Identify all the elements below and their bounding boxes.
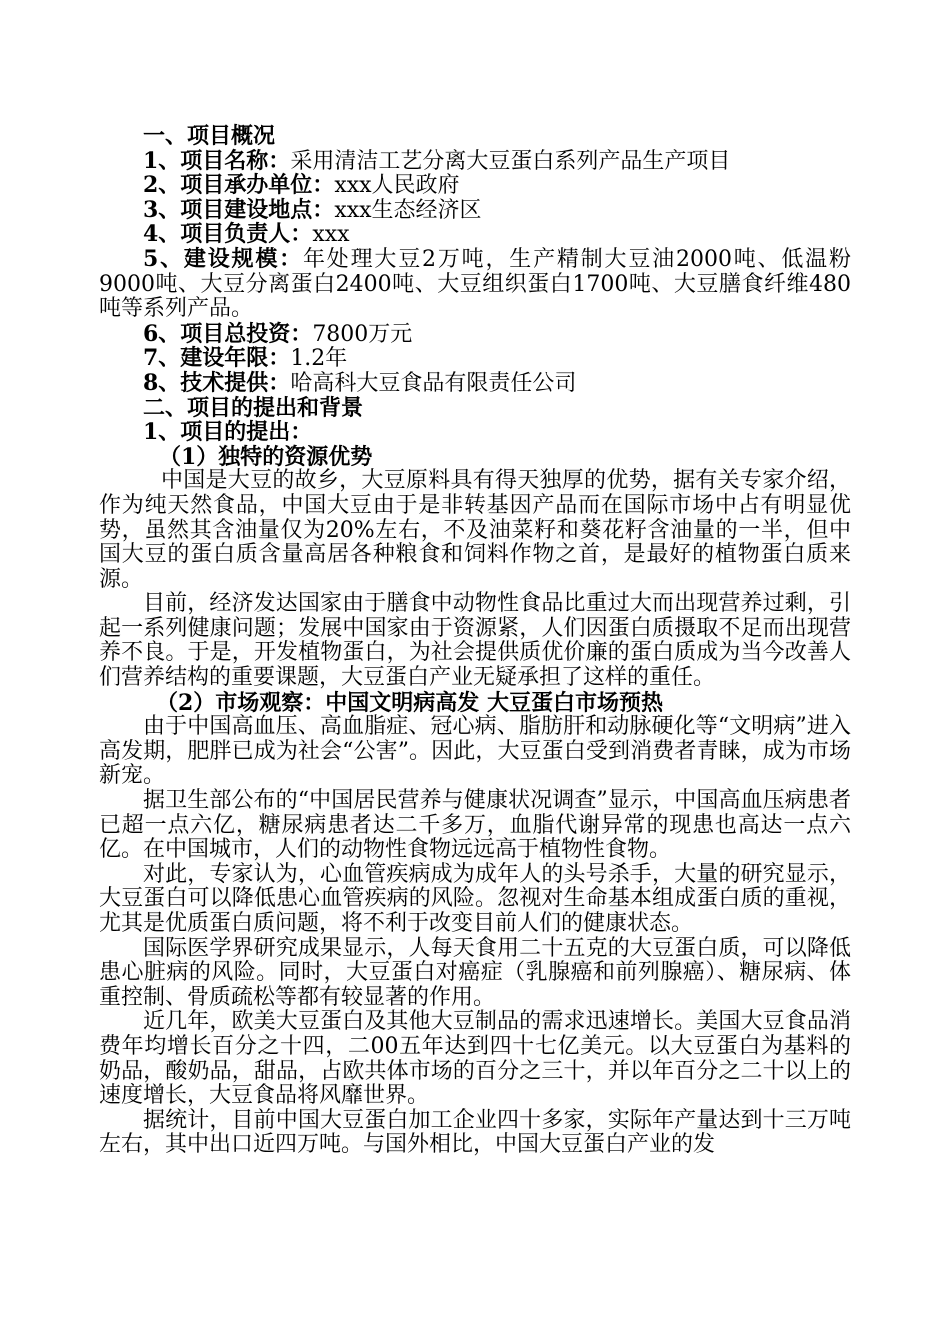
item-scale-text — [99, 247, 851, 322]
item-scale — [99, 247, 851, 322]
paragraph-nutrition — [99, 592, 851, 690]
document-page — [99, 124, 851, 1158]
subsection-heading-proposal: 1、项目的提出： — [143, 419, 313, 446]
paragraph-text: 中国是大豆的故乡，大豆原料具有得天独厚的优势，据有关专家介绍，作为纯天然食品，中国大豆由于是非转基因产品而在国际市场中占有明显优势，虽然其含油量仅为20%左右，不及油菜籽和葵花籽含油量的一半，但中国大豆的蛋白质含量高居各种粮食和饲料作物之首，是最好的植物蛋白质来源。 — [99, 468, 851, 592]
item-label: 3、项目建设地点： — [143, 196, 335, 223]
item-location — [99, 198, 851, 223]
item-value: 1.2年 — [290, 346, 348, 372]
paragraph-text: 目前，经济发达国家由于膳食中动物性食品比重过大而出现营养过剩，引起一系列健康问题；发展中国家由于资源紧，人们因蛋白质摄取不足而出现营养不良。于是，开发植物蛋白，为社会提供质优价廉的蛋白质成为当今改善人们营养结构的重要课题，大豆蛋白产业无疑承担了这样的重任。 — [99, 591, 851, 691]
item-organizer — [99, 173, 851, 198]
item-investment — [99, 322, 851, 347]
paragraph-statistics — [99, 1109, 851, 1158]
item-tech-provider — [99, 371, 851, 396]
item-label: 8、技术提供： — [143, 369, 291, 396]
section-heading-background: 二、项目的提出和背景 — [143, 394, 364, 421]
section-heading-overview: 一、项目概况 — [143, 123, 276, 149]
paragraph-demand — [99, 1010, 851, 1108]
item-project-name — [99, 149, 851, 174]
item-label: 7、建设年限： — [143, 345, 291, 372]
paragraph-text: 据统计，目前中国大豆蛋白加工企业四十多家，实际年产量达到十三万吨左右，其中出口近四万吨。与国外相比，中国大豆蛋白产业的发 — [99, 1107, 851, 1158]
item-label: 4、项目负责人： — [143, 221, 313, 248]
subheading-market: （2）市场观察：中国文明病高发 大豆蛋白市场预热 — [156, 689, 663, 716]
paragraph-medical — [99, 937, 851, 1011]
item-label: 5、建设规模： — [143, 245, 303, 272]
item-value: xxx人民政府 — [334, 173, 460, 199]
item-value: xxx — [312, 222, 350, 248]
paragraph-text: 由于中国高血压、高血脂症、冠心病、脂肪肝和动脉硬化等“文明病”进入高发期，肥胖已成为社会“公害”。因此，大豆蛋白受到消费者青睐，成为市场新宠。 — [99, 714, 851, 789]
paragraph-civilization-disease — [99, 715, 851, 789]
subheading-resource-advantage: （1）独特的资源优势 — [159, 443, 373, 470]
item-value: 采用清洁工艺分离大豆蛋白系列产品生产项目 — [290, 148, 731, 174]
paragraph-text: 对此，专家认为，心血管疾病成为成年人的头号杀手，大量的研究显示，大豆蛋白可以降低患心血管疾病的风险。忽视对生命基本组成蛋白质的重视，尤其是优质蛋白质问题，将不利于改变目前人们的健康状态。 — [99, 861, 851, 936]
paragraph-text: 近几年，欧美大豆蛋白及其他大豆制品的需求迅速增长。美国大豆食品消费年均增长百分之十四，二00五年达到四十七亿美元。以大豆蛋白为基料的奶品，酸奶品，甜品，占欧共体市场的百分之三十，并以年百分之二十以上的速度增长，大豆食品将风靡世界。 — [99, 1009, 851, 1109]
paragraph-text: 国际医学界研究成果显示，人每天食用二十五克的大豆蛋白质，可以降低患心脏病的风险。同时，大豆蛋白对癌症（乳腺癌和前列腺癌）、糖尿病、体重控制、骨质疏松等都有较显著的作用。 — [99, 935, 851, 1010]
item-leader — [99, 222, 851, 247]
paragraph-survey — [99, 789, 851, 863]
item-value: xxx生态经济区 — [334, 197, 482, 223]
item-duration — [99, 346, 851, 371]
paragraph-resource — [99, 469, 851, 592]
item-label: 1、项目名称： — [143, 147, 291, 174]
paragraph-expert — [99, 863, 851, 937]
item-value: 年处理大豆2万吨，生产精制大豆油2000吨、低温粉9000吨、大豆分离蛋白2400吨、大豆组织蛋白1700吨、大豆膳食纤维480吨等系列产品。 — [99, 246, 851, 322]
item-label: 6、项目总投资： — [143, 320, 313, 347]
item-value: 7800万元 — [312, 321, 413, 347]
item-label: 2、项目承办单位： — [143, 172, 335, 199]
paragraph-text: 据卫生部公布的“中国居民营养与健康状况调查”显示，中国高血压病患者已超一点六亿，糖尿病患者达二千多万，血脂代谢异常的现患也高达一点六亿。在中国城市，人们的动物性食物远远高于植物性食物。 — [99, 788, 851, 863]
item-value: 哈高科大豆食品有限责任公司 — [290, 370, 577, 396]
